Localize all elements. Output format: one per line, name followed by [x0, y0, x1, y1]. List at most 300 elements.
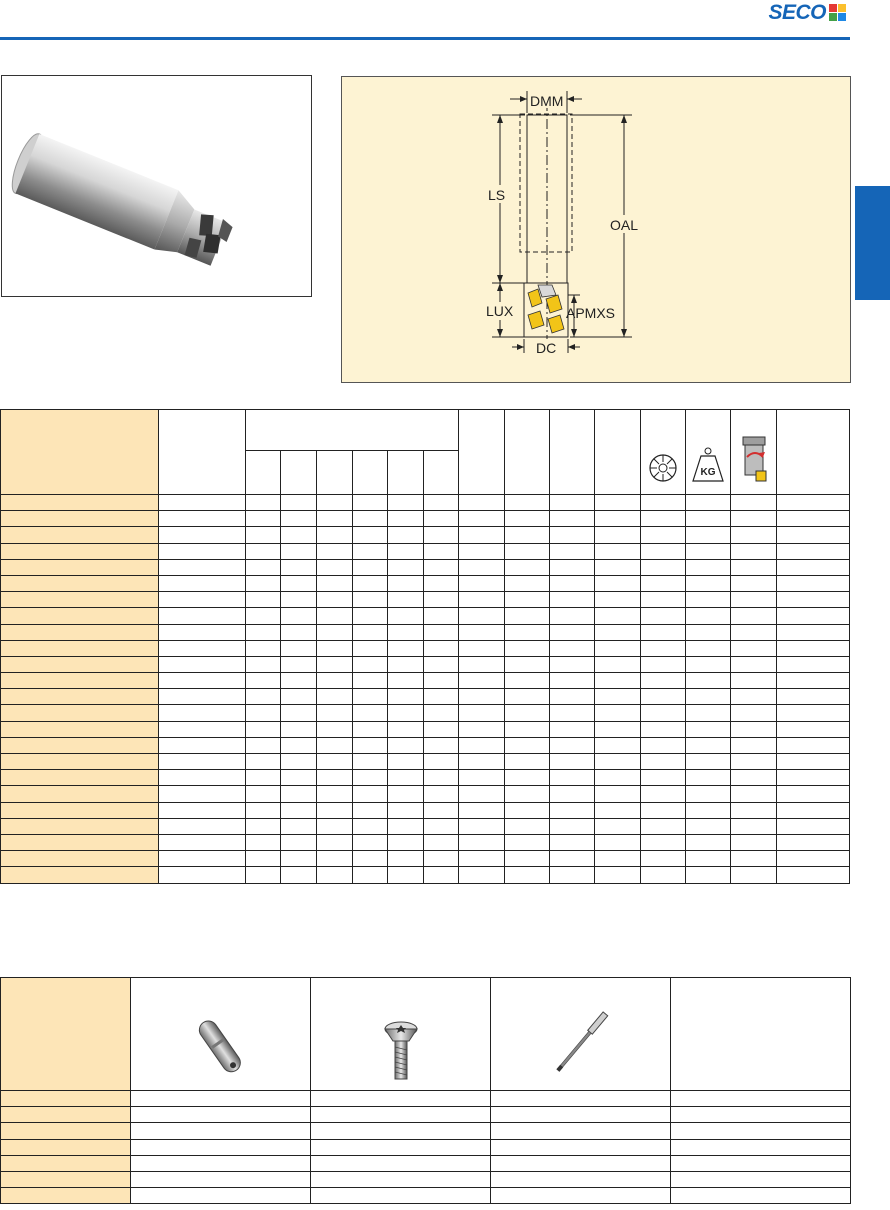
label-oal: OAL: [610, 217, 639, 233]
table-cell: [777, 640, 850, 656]
torx-screw-icon: [376, 1017, 426, 1083]
table-cell: [424, 673, 459, 689]
table-cell: [641, 737, 686, 753]
table-cell: [777, 656, 850, 672]
table-cell: [641, 543, 686, 559]
table-cell: [1, 640, 159, 656]
label-ls: LS: [488, 187, 506, 203]
table-cell: [311, 1091, 491, 1107]
table-row: [1, 673, 850, 689]
table-cell: [317, 705, 353, 721]
dimension-diagram: [341, 76, 851, 383]
acc-header-screw: [311, 978, 491, 1091]
table-row: [1, 737, 850, 753]
table-cell: [317, 802, 353, 818]
table-cell: [641, 575, 686, 591]
table-row: [1, 495, 850, 511]
table-cell: [505, 802, 550, 818]
table-row: [1, 818, 850, 834]
table-cell: [246, 575, 281, 591]
table-cell: [686, 786, 731, 802]
table-cell: [459, 495, 505, 511]
spec-header: [159, 410, 246, 495]
table-cell: [246, 834, 281, 850]
spec-header: [595, 410, 641, 495]
table-cell: [159, 575, 246, 591]
table-cell: [459, 818, 505, 834]
table-cell: [595, 495, 641, 511]
table-cell: [246, 818, 281, 834]
table-cell: [505, 705, 550, 721]
table-cell: [777, 559, 850, 575]
table-cell: [424, 818, 459, 834]
table-cell: [777, 770, 850, 786]
table-cell: [388, 851, 424, 867]
table-cell: [1, 1091, 131, 1107]
table-row: [1, 1123, 851, 1139]
table-cell: [1, 624, 159, 640]
table-cell: [281, 527, 317, 543]
table-row: [1, 592, 850, 608]
table-cell: [595, 737, 641, 753]
table-cell: [686, 673, 731, 689]
table-row: [1, 656, 850, 672]
table-cell: [641, 705, 686, 721]
spec-header: [505, 410, 550, 495]
table-row: [1, 1171, 851, 1187]
table-cell: [131, 1107, 311, 1123]
insert-rotation-icon: [739, 433, 769, 483]
table-cell: [731, 673, 777, 689]
table-cell: [777, 592, 850, 608]
table-cell: [159, 527, 246, 543]
table-cell: [459, 511, 505, 527]
insert-count-icon: [648, 453, 678, 483]
table-cell: [317, 867, 353, 883]
table-cell: [595, 705, 641, 721]
table-row: [1, 624, 850, 640]
table-cell: [641, 656, 686, 672]
table-cell: [777, 754, 850, 770]
table-cell: [505, 818, 550, 834]
spec-subheader: [317, 451, 353, 495]
table-cell: [353, 608, 388, 624]
table-cell: [731, 624, 777, 640]
table-cell: [281, 705, 317, 721]
label-dmm: DMM: [530, 93, 564, 109]
table-cell: [1, 592, 159, 608]
table-cell: [595, 592, 641, 608]
table-cell: [459, 786, 505, 802]
table-cell: [159, 721, 246, 737]
table-cell: [550, 543, 595, 559]
table-cell: [388, 834, 424, 850]
table-cell: [671, 1188, 851, 1204]
table-cell: [317, 673, 353, 689]
table-cell: [731, 640, 777, 656]
table-cell: [505, 770, 550, 786]
table-cell: [686, 770, 731, 786]
table-cell: [317, 737, 353, 753]
table-cell: [641, 495, 686, 511]
table-cell: [317, 818, 353, 834]
table-row: [1, 1139, 851, 1155]
header-rule: [0, 37, 850, 40]
spec-header-weight: [686, 410, 731, 495]
table-cell: [131, 1171, 311, 1187]
table-cell: [159, 495, 246, 511]
table-row: [1, 851, 850, 867]
label-apmxs: APMXS: [566, 305, 616, 321]
table-cell: [550, 867, 595, 883]
table-cell: [731, 851, 777, 867]
table-cell: [159, 737, 246, 753]
table-cell: [388, 705, 424, 721]
table-cell: [281, 608, 317, 624]
table-cell: [246, 608, 281, 624]
table-cell: [777, 543, 850, 559]
spec-header-insert-rotation: [731, 410, 777, 495]
table-cell: [595, 867, 641, 883]
table-cell: [353, 802, 388, 818]
label-dc: DC: [536, 340, 557, 356]
table-cell: [777, 527, 850, 543]
table-cell: [505, 851, 550, 867]
table-cell: [311, 1139, 491, 1155]
table-cell: [641, 640, 686, 656]
table-cell: [353, 656, 388, 672]
table-cell: [1, 851, 159, 867]
spec-subheader: [353, 451, 388, 495]
table-cell: [317, 834, 353, 850]
table-cell: [731, 802, 777, 818]
table-cell: [731, 511, 777, 527]
acc-header-pin: [131, 978, 311, 1091]
table-cell: [731, 818, 777, 834]
table-cell: [459, 721, 505, 737]
table-cell: [388, 559, 424, 575]
table-cell: [686, 705, 731, 721]
table-cell: [1, 867, 159, 883]
table-cell: [459, 867, 505, 883]
table-cell: [505, 834, 550, 850]
table-cell: [317, 527, 353, 543]
table-cell: [1, 689, 159, 705]
table-cell: [777, 575, 850, 591]
acc-header-empty: [671, 978, 851, 1091]
table-cell: [686, 511, 731, 527]
table-cell: [424, 705, 459, 721]
table-cell: [317, 640, 353, 656]
spec-header: [550, 410, 595, 495]
table-cell: [550, 834, 595, 850]
acc-header-key: [491, 978, 671, 1091]
table-cell: [1, 737, 159, 753]
table-cell: [1, 770, 159, 786]
table-cell: [505, 624, 550, 640]
table-cell: [595, 575, 641, 591]
table-cell: [353, 786, 388, 802]
table-cell: [424, 511, 459, 527]
table-cell: [1, 495, 159, 511]
table-cell: [317, 511, 353, 527]
table-cell: [131, 1155, 311, 1171]
table-cell: [246, 851, 281, 867]
table-cell: [246, 705, 281, 721]
logo-squares: [829, 4, 846, 21]
table-cell: [731, 770, 777, 786]
table-cell: [1, 1155, 131, 1171]
table-cell: [317, 624, 353, 640]
table-cell: [388, 608, 424, 624]
table-cell: [641, 624, 686, 640]
table-cell: [641, 511, 686, 527]
table-cell: [388, 867, 424, 883]
table-cell: [686, 608, 731, 624]
table-cell: [281, 559, 317, 575]
table-cell: [1, 1188, 131, 1204]
table-cell: [1, 705, 159, 721]
table-cell: [550, 673, 595, 689]
table-cell: [159, 689, 246, 705]
table-cell: [317, 754, 353, 770]
table-cell: [671, 1091, 851, 1107]
table-cell: [246, 737, 281, 753]
table-row: [1, 1155, 851, 1171]
table-cell: [388, 527, 424, 543]
table-cell: [459, 640, 505, 656]
table-cell: [459, 575, 505, 591]
table-row: [1, 786, 850, 802]
table-cell: [550, 737, 595, 753]
logo-square: [829, 13, 837, 21]
spec-subheader: [424, 451, 459, 495]
table-cell: [686, 818, 731, 834]
table-row: [1, 802, 850, 818]
table-cell: [159, 754, 246, 770]
table-cell: [424, 802, 459, 818]
table-cell: [246, 495, 281, 511]
table-cell: [424, 754, 459, 770]
table-cell: [281, 543, 317, 559]
table-cell: [459, 802, 505, 818]
table-cell: [777, 608, 850, 624]
table-cell: [281, 721, 317, 737]
table-cell: [491, 1155, 671, 1171]
table-cell: [424, 624, 459, 640]
table-cell: [505, 737, 550, 753]
table-cell: [1, 559, 159, 575]
table-cell: [1, 1107, 131, 1123]
table-cell: [641, 770, 686, 786]
table-cell: [1, 818, 159, 834]
table-cell: [550, 527, 595, 543]
table-cell: [595, 673, 641, 689]
table-cell: [595, 802, 641, 818]
table-cell: [459, 705, 505, 721]
table-cell: [159, 818, 246, 834]
table-cell: [686, 543, 731, 559]
table-cell: [1, 834, 159, 850]
table-row: [1, 527, 850, 543]
table-cell: [641, 527, 686, 543]
table-cell: [246, 511, 281, 527]
table-cell: [388, 737, 424, 753]
table-cell: [246, 689, 281, 705]
table-cell: [246, 527, 281, 543]
table-cell: [388, 818, 424, 834]
table-cell: [686, 867, 731, 883]
table-cell: [459, 737, 505, 753]
table-cell: [777, 673, 850, 689]
table-cell: [159, 851, 246, 867]
table-cell: [424, 592, 459, 608]
table-cell: [550, 608, 595, 624]
table-cell: [353, 721, 388, 737]
table-cell: [550, 624, 595, 640]
table-cell: [388, 802, 424, 818]
table-cell: [317, 608, 353, 624]
table-cell: [159, 559, 246, 575]
table-cell: [353, 754, 388, 770]
table-row: [1, 559, 850, 575]
table-cell: [731, 559, 777, 575]
table-cell: [424, 656, 459, 672]
table-cell: [777, 786, 850, 802]
table-cell: [777, 851, 850, 867]
table-cell: [246, 754, 281, 770]
table-cell: [641, 754, 686, 770]
table-row: [1, 1188, 851, 1204]
table-cell: [595, 527, 641, 543]
spec-header-group: [246, 410, 459, 451]
table-cell: [281, 656, 317, 672]
table-cell: [281, 786, 317, 802]
table-cell: [459, 559, 505, 575]
table-cell: [595, 656, 641, 672]
table-cell: [686, 802, 731, 818]
table-cell: [424, 543, 459, 559]
table-cell: [671, 1139, 851, 1155]
table-cell: [424, 867, 459, 883]
table-cell: [731, 737, 777, 753]
table-cell: [550, 705, 595, 721]
table-cell: [731, 592, 777, 608]
table-cell: [505, 511, 550, 527]
table-cell: [159, 608, 246, 624]
table-cell: [641, 689, 686, 705]
table-cell: [159, 770, 246, 786]
table-cell: [424, 608, 459, 624]
table-cell: [353, 737, 388, 753]
table-cell: [595, 786, 641, 802]
table-cell: [424, 851, 459, 867]
table-cell: [159, 640, 246, 656]
table-cell: [388, 689, 424, 705]
table-cell: [131, 1188, 311, 1204]
table-cell: [505, 527, 550, 543]
table-cell: [505, 640, 550, 656]
table-cell: [281, 511, 317, 527]
table-cell: [777, 705, 850, 721]
table-cell: [550, 851, 595, 867]
table-cell: [731, 721, 777, 737]
table-cell: [311, 1171, 491, 1187]
table-cell: [505, 608, 550, 624]
table-cell: [424, 689, 459, 705]
table-cell: [159, 705, 246, 721]
table-cell: [317, 851, 353, 867]
table-cell: [424, 770, 459, 786]
table-cell: [731, 575, 777, 591]
table-cell: [505, 575, 550, 591]
table-cell: [424, 737, 459, 753]
table-cell: [159, 656, 246, 672]
table-cell: [1, 1171, 131, 1187]
table-cell: [595, 543, 641, 559]
table-cell: [388, 592, 424, 608]
table-cell: [1, 543, 159, 559]
table-cell: [281, 737, 317, 753]
table-row: [1, 1091, 851, 1107]
table-cell: [131, 1139, 311, 1155]
table-cell: [281, 592, 317, 608]
table-cell: [1, 786, 159, 802]
table-cell: [731, 608, 777, 624]
table-cell: [550, 802, 595, 818]
endmill-drawing: [342, 77, 850, 382]
table-cell: [131, 1091, 311, 1107]
table-cell: [353, 673, 388, 689]
table-cell: [311, 1107, 491, 1123]
accessories-table: [0, 977, 851, 1204]
table-cell: [731, 705, 777, 721]
table-cell: [777, 867, 850, 883]
table-cell: [641, 834, 686, 850]
table-row: [1, 511, 850, 527]
table-cell: [641, 592, 686, 608]
table-cell: [353, 867, 388, 883]
table-cell: [281, 770, 317, 786]
table-cell: [1, 656, 159, 672]
table-row: [1, 721, 850, 737]
table-cell: [424, 495, 459, 511]
table-row: [1, 754, 850, 770]
spec-header-first: [1, 410, 159, 495]
table-cell: [777, 802, 850, 818]
spec-subheader: [246, 451, 281, 495]
table-cell: [459, 851, 505, 867]
table-cell: [641, 851, 686, 867]
table-cell: [388, 624, 424, 640]
table-cell: [686, 592, 731, 608]
table-cell: [424, 559, 459, 575]
table-cell: [505, 559, 550, 575]
table-cell: [671, 1155, 851, 1171]
table-cell: [353, 559, 388, 575]
table-cell: [246, 867, 281, 883]
table-cell: [671, 1171, 851, 1187]
logo-square: [838, 13, 846, 21]
table-cell: [1, 527, 159, 543]
table-cell: [505, 867, 550, 883]
table-cell: [491, 1123, 671, 1139]
table-cell: [317, 559, 353, 575]
table-row: [1, 867, 850, 883]
table-cell: [595, 608, 641, 624]
table-cell: [281, 851, 317, 867]
table-cell: [1, 673, 159, 689]
